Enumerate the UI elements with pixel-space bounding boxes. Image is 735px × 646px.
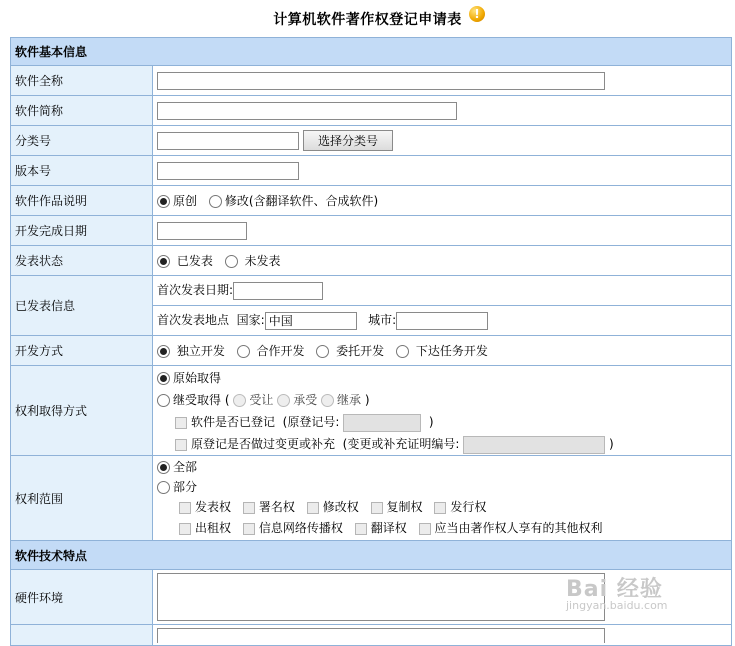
option-original[interactable]: 原创 [157, 194, 197, 208]
radio-scope-partial[interactable] [157, 481, 170, 494]
right-attribution[interactable]: 署名权 [243, 500, 295, 514]
option-unpublished[interactable]: 未发表 [225, 254, 281, 268]
warning-icon[interactable]: ! [469, 6, 485, 22]
right-other[interactable]: 应当由著作权人享有的其他权利 [419, 521, 603, 535]
scope-row-2 [157, 518, 727, 539]
scope-all-row: 全部 [157, 457, 727, 477]
short-name-input[interactable] [157, 102, 457, 120]
right-rental[interactable]: 出租权 [179, 521, 231, 535]
radio-unpublished[interactable] [225, 255, 238, 268]
option-published[interactable]: 已发表 [157, 254, 213, 268]
title-bar [0, 0, 735, 36]
label-full-name: 软件全称 [11, 66, 153, 96]
application-form [10, 37, 732, 646]
label-rights-acquire: 权利取得方式 [11, 366, 153, 456]
changed-row: 原登记是否做过变更或补充 (变更或补充证明编号: ) [157, 433, 727, 455]
label-version: 版本号 [11, 156, 153, 186]
scope-partial-row: 部分 [157, 477, 727, 497]
hardware-env-textarea[interactable] [157, 573, 605, 621]
city-label: 城市: [368, 313, 397, 328]
rights-inherited-row: 继受取得 ( 受让 承受 继承 ) [157, 389, 727, 411]
radio-published[interactable] [157, 255, 170, 268]
country-input[interactable] [265, 312, 357, 330]
radio-inherited[interactable] [157, 394, 170, 407]
option-cooperative[interactable]: 合作开发 [237, 344, 305, 358]
radio-scope-all[interactable] [157, 461, 170, 474]
full-name-input[interactable] [157, 72, 605, 90]
radio-original-acquire[interactable] [157, 372, 170, 385]
section-tech-features: 软件技术特点 [11, 541, 732, 570]
scope-row-1 [157, 497, 727, 518]
label-publish-info: 已发表信息 [11, 276, 153, 336]
label-dev-method: 开发方式 [11, 336, 153, 366]
right-translate[interactable]: 翻译权 [355, 521, 407, 535]
radio-undertake[interactable] [277, 394, 290, 407]
option-modified[interactable]: 修改(含翻译软件、合成软件) [209, 194, 378, 208]
radio-independent[interactable] [157, 345, 170, 358]
option-commissioned[interactable]: 委托开发 [316, 344, 384, 358]
radio-transfer[interactable] [233, 394, 246, 407]
radio-commissioned[interactable] [316, 345, 329, 358]
option-assigned-task[interactable]: 下达任务开发 [396, 344, 488, 358]
registered-checkbox[interactable] [175, 417, 187, 429]
radio-original[interactable] [157, 195, 170, 208]
next-row-label [11, 625, 153, 646]
version-input[interactable] [157, 162, 299, 180]
radio-assigned-task[interactable] [396, 345, 409, 358]
label-finish-date: 开发完成日期 [11, 216, 153, 246]
finish-date-input[interactable] [157, 222, 247, 240]
original-reg-no-input[interactable] [343, 414, 421, 432]
first-date-input[interactable] [233, 282, 323, 300]
city-input[interactable] [396, 312, 488, 330]
change-proof-no-input[interactable] [463, 436, 605, 454]
first-date-label: 首次发表日期: [157, 283, 234, 298]
class-no-input[interactable] [157, 132, 299, 150]
right-publish[interactable]: 发表权 [179, 500, 231, 514]
label-short-name: 软件简称 [11, 96, 153, 126]
right-distribute[interactable]: 发行权 [434, 500, 486, 514]
watermark-logo: Bai 经验 jingyan.baidu.com [566, 577, 668, 612]
select-class-button[interactable]: 选择分类号 [303, 130, 393, 151]
right-network[interactable]: 信息网络传播权 [243, 521, 343, 535]
first-place-label: 首次发表地点 [157, 313, 230, 328]
next-row-textarea[interactable] [157, 628, 605, 643]
label-publish-status: 发表状态 [11, 246, 153, 276]
radio-cooperative[interactable] [237, 345, 250, 358]
label-hardware-env: 硬件环境 [11, 570, 153, 625]
label-class-no: 分类号 [11, 126, 153, 156]
right-copy[interactable]: 复制权 [371, 500, 423, 514]
page-title: 计算机软件著作权登记申请表 [273, 12, 462, 28]
radio-inherit[interactable] [321, 394, 334, 407]
registered-row: 软件是否已登记 (原登记号: ) [157, 411, 727, 433]
changed-checkbox[interactable] [175, 439, 187, 451]
section-basic-info: 软件基本信息 [11, 38, 732, 66]
rights-original-row: 原始取得 [157, 367, 727, 389]
country-label: 国家: [236, 313, 265, 328]
radio-modified[interactable] [209, 195, 222, 208]
right-modify[interactable]: 修改权 [307, 500, 359, 514]
label-description: 软件作品说明 [11, 186, 153, 216]
label-rights-scope: 权利范围 [11, 456, 153, 541]
option-independent[interactable]: 独立开发 [157, 344, 225, 358]
